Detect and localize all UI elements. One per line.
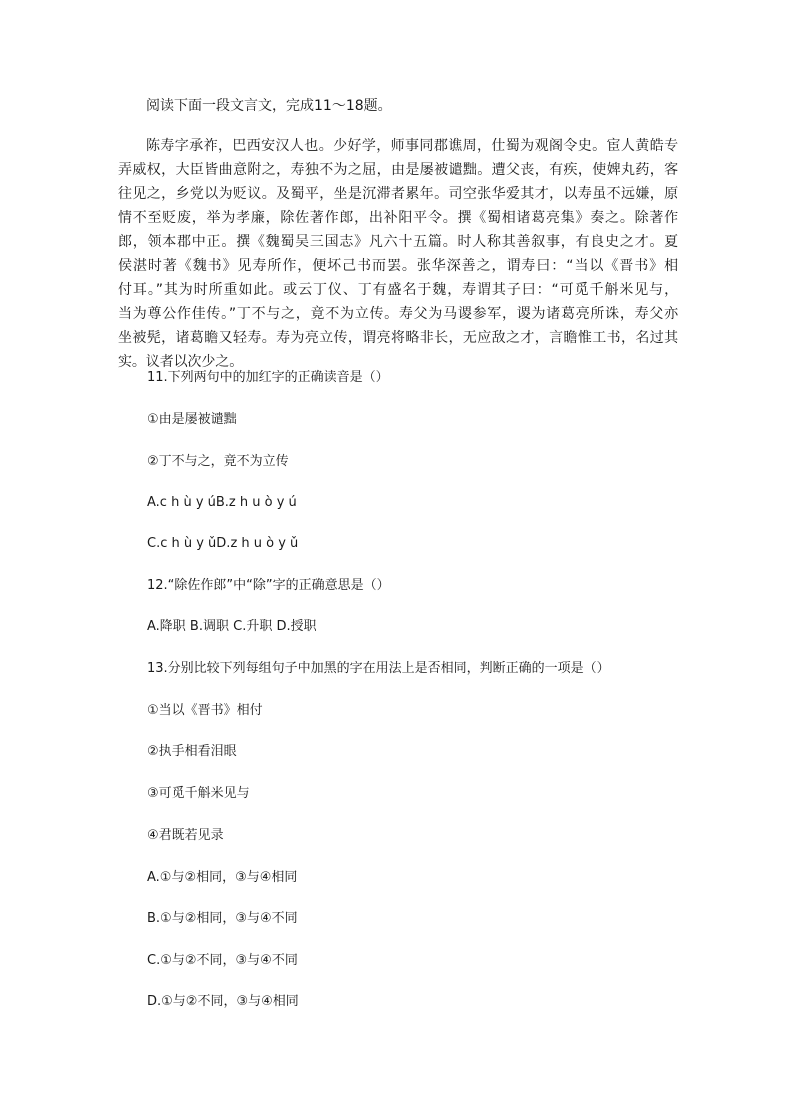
question-13-sentence-4: ④君既若见录 bbox=[147, 828, 224, 843]
question-11-options-cd: C.c h ù y ǔD.z h u ò y ǔ bbox=[147, 536, 299, 551]
passage-line: 付耳。”其为时所重如此。或云丁仪、丁有盛名于魏，寿谓其子曰：“可觅千斛米见与， bbox=[118, 282, 678, 298]
question-13-stem: 13.分别比较下列每组句子中加黑的字在用法上是否相同，判断正确的一项是（） bbox=[147, 661, 610, 676]
passage-line: 情不至贬废，举为孝廉，除佐著作郎，出补阳平令。撰《蜀相诸葛亮集》奏之。除著作 bbox=[118, 210, 678, 226]
question-12-stem: 12.“除佐作郎”中“除”字的正确意思是（） bbox=[147, 578, 390, 593]
question-13-option-d: D.①与②不同，③与④相同 bbox=[147, 994, 299, 1009]
reading-instruction: 阅读下面一段文言文，完成11～18题。 bbox=[146, 98, 392, 114]
question-13-sentence-2: ②执手相看泪眼 bbox=[147, 744, 237, 759]
passage-line: 当为尊公作佳传。”丁不与之，竟不为立传。寿父为马谡参军，谡为诸葛亮所诛，寿父亦 bbox=[118, 306, 678, 322]
passage-line: 往见之，乡党以为贬议。及蜀平，坐是沉滞者累年。司空张华爱其才，以寿虽不远嫌，原 bbox=[118, 186, 678, 202]
question-12-options: A.降职 B.调职 C.升职 D.授职 bbox=[147, 619, 317, 634]
passage-line: 侯湛时著《魏书》见寿所作，便坏己书而罢。张华深善之，谓寿曰：“当以《晋书》相 bbox=[118, 258, 678, 274]
passage-line: 弄威权，大臣皆曲意附之，寿独不为之屈，由是屡被谴黜。遭父丧，有疾，使婢丸药，客 bbox=[118, 162, 678, 178]
question-13-option-a: A.①与②相同，③与④相同 bbox=[147, 870, 298, 885]
question-13-option-c: C.①与②不同，③与④不同 bbox=[147, 953, 298, 968]
classical-chinese-passage bbox=[118, 134, 678, 374]
passage-line: 陈寿字承祚，巴西安汉人也。少好学，师事同郡谯周，仕蜀为观阁令史。宦人黄皓专 bbox=[146, 138, 678, 154]
passage-line: 坐被髡，诸葛瞻又轻寿。寿为亮立传，谓亮将略非长，无应敌之才，言瞻惟工书，名过其 bbox=[118, 330, 678, 346]
passage-line: 郎，领本郡中正。撰《魏蜀吴三国志》凡六十五篇。时人称其善叙事，有良史之才。夏 bbox=[118, 234, 678, 250]
question-13-option-b: B.①与②相同，③与④不同 bbox=[147, 911, 298, 926]
question-11-stem: 11.下列两句中的加红字的正确读音是（） bbox=[147, 370, 389, 385]
question-11-sentence-2: ②丁不与之，竟不为立传 bbox=[147, 454, 289, 469]
question-13-sentence-1: ①当以《晋书》相付 bbox=[147, 703, 263, 718]
question-11-options-ab: A.c h ù y úB.z h u ò y ú bbox=[147, 495, 297, 510]
question-13-sentence-3: ③可觅千斛米见与 bbox=[147, 786, 250, 801]
passage-line: 实。议者以次少之。 bbox=[118, 354, 244, 370]
question-11-sentence-1: ①由是屡被谴黜 bbox=[147, 412, 237, 427]
